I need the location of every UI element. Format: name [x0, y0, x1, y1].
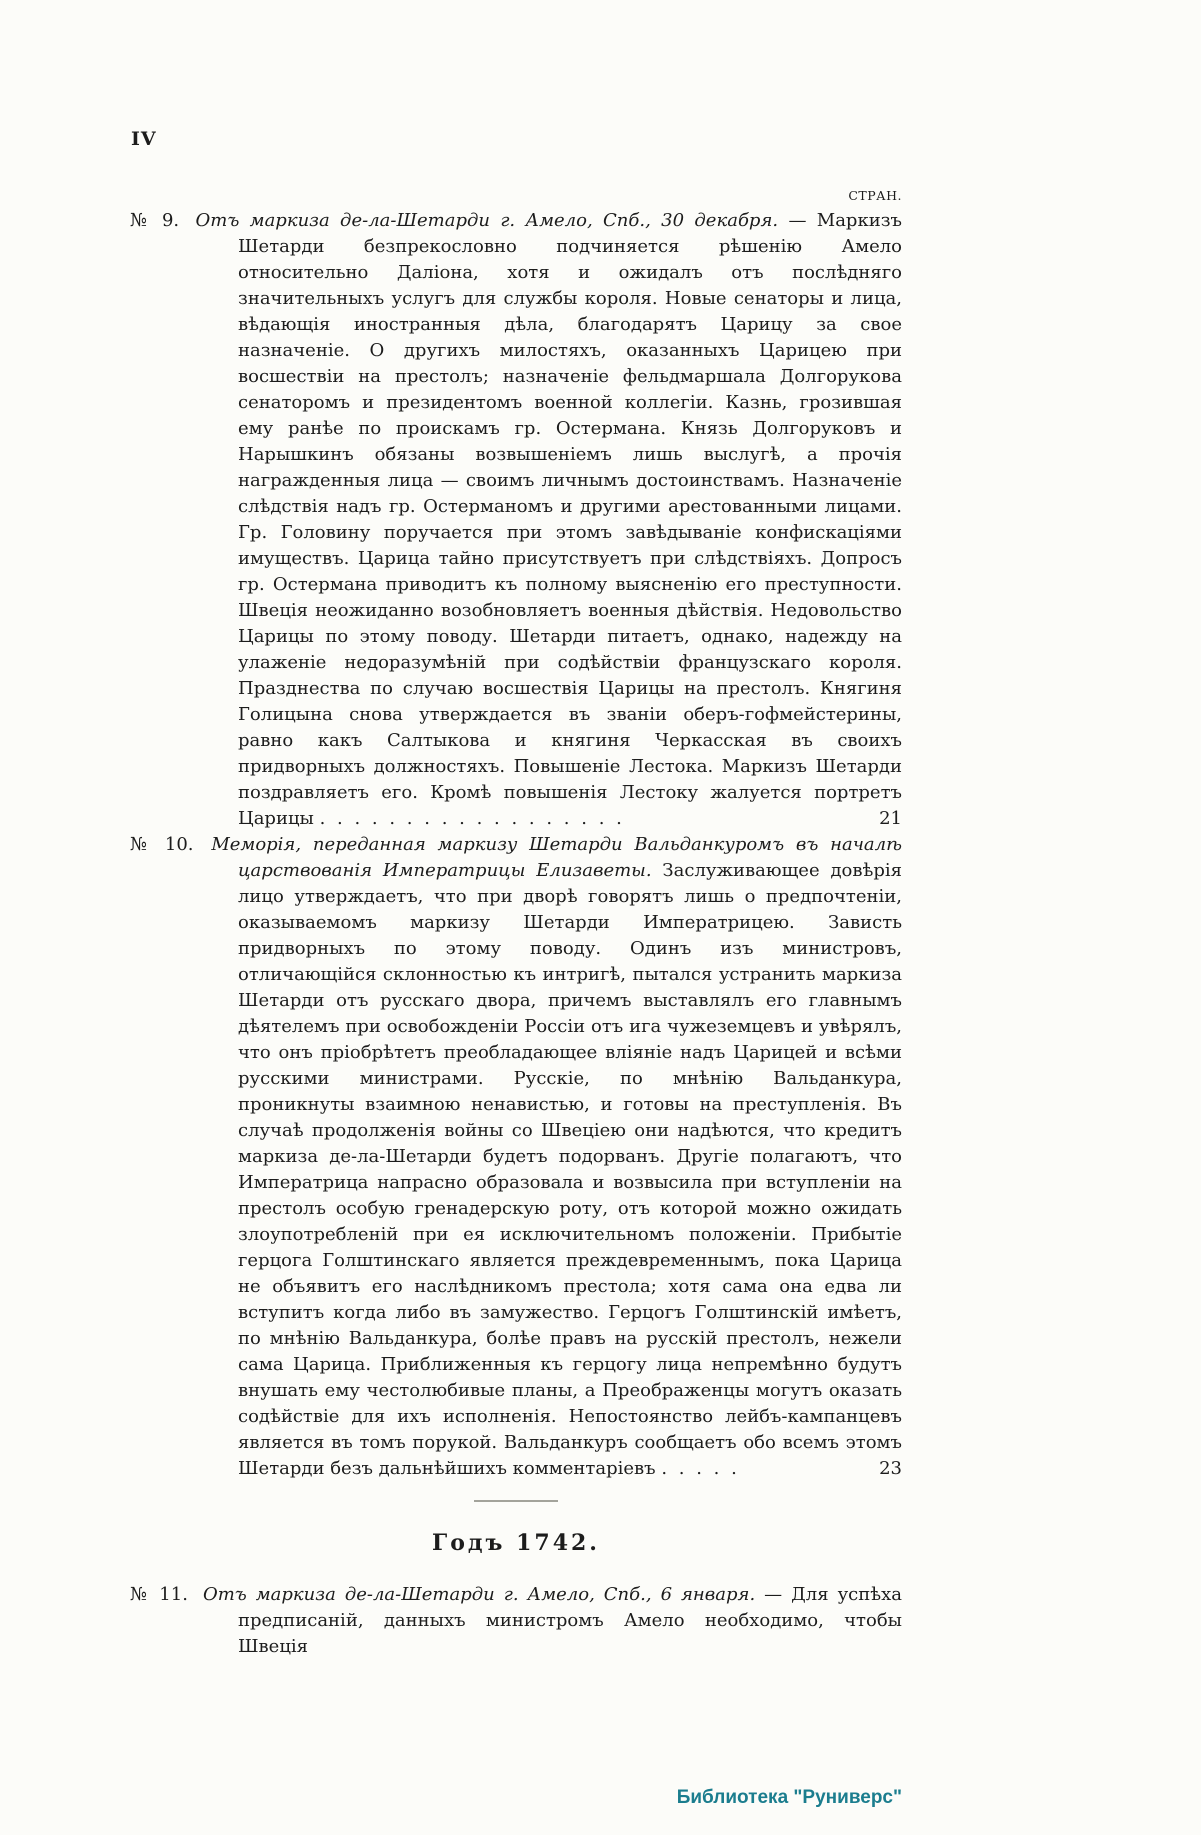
page-number-ref: 21: [879, 808, 902, 829]
entry-summary: Заслуживающее довѣрія лицо утверждаетъ, что при дворѣ говорятъ лишь о предпочтеніи, оказываемомъ маркизу Шетарди Императрицею. Зависть придворныхъ по этому поводу. Одинъ изъ министровъ, отличающійся склонностью къ интригѣ, пытался устранить маркиза Шетарди отъ русскаго двора, причемъ выставлялъ его главнымъ дѣятелемъ при освобожденіи Россіи отъ ига чужеземцевъ и увѣрялъ, что онъ пріобрѣтетъ преобладающее вліяніе надъ Царицей и всѣми русскими министрами. Русскіе, по мнѣнію Вальданкура, проникнуты взаимною ненавистью, и готовы на преступленія. Въ случаѣ продолженія войны со Швеціею они надѣются, что кредитъ маркиза де-ла-Шетарди будетъ подорванъ. Другіе полагаютъ, что Императрица напрасно образовала и возвысила при вступленіи на престолъ особую гренадерскую роту, отъ которой можно ожидать злоупотребленій при ея исключительномъ положеніи. Прибытіе герцога Голштинскаго является преждевременнымъ, пока Царица не объявитъ его наслѣдникомъ престола; хотя сама она едва ли вступитъ когда либо въ замужество. Герцогъ Голштинскій имѣетъ, по мнѣнію Вальданкура, болѣе правъ на русскій престолъ, нежели сама Царица. Приближенныя къ герцогу лица непремѣнно будутъ внушать ему честолюбивые планы, а Преображенцы могутъ оказать содѣйствіе для ихъ исполненія. Непостоянство лейбъ-кампанцевъ является въ томъ порукой. Вальданкуръ сообщаетъ обо всемъ этомъ Шетарди безъ дальнѣйшихъ комментаріевъ: [238, 860, 902, 1479]
dot-leader: . . . . . . . . . . . . . . . . . .: [319, 808, 625, 829]
toc-entry-11: [130, 1582, 902, 1660]
entry-summary: — Маркизъ Шетарди безпрекословно подчиняется рѣшенію Амело относительно Даліона, хотя и ожидалъ отъ послѣдняго значительныхъ услугъ для службы короля. Новые сенаторы и лица, вѣдающія иностранныя дѣла, благодарятъ Царицу за свое назначеніе. О другихъ милостяхъ, оказанныхъ Царицею при восшествіи на престолъ; назначеніе фельдмаршала Долгорукова сенаторомъ и президентомъ военной коллегіи. Казнь, грозившая ему ранѣе по проискамъ гр. Остермана. Князь Долгоруковъ и Нарышкинъ обязаны возвышеніемъ лишь выслугѣ, а прочія награжденныя лица — своимъ личнымъ достоинствамъ. Назначеніе слѣдствія надъ гр. Остерманомъ и другими арестованными лицами. Гр. Головину поручается при этомъ завѣдываніе конфискаціями имуществъ. Царица тайно присутствуетъ при слѣдствіяхъ. Допросъ гр. Остермана приводитъ къ полному выясненію его преступности. Швеція неожиданно возобновляетъ военныя дѣйствія. Недовольство Царицы по этому поводу. Шетарди питаетъ, однако, надежду на улаженіе недоразумѣній при содѣйствіи французскаго короля. Празднества по случаю восшествія Царицы на престолъ. Княгиня Голицына снова утверждается въ званіи оберъ-гофмейстерины, равно какъ Салтыкова и княгиня Черкасская въ своихъ придворныхъ должностяхъ. Повышеніе Лестока. Маркизъ Шетарди поздравляетъ его. Кромѣ повышенія Лестоку жалуется портретъ Царицы: [238, 210, 902, 829]
section-separator-rule: [474, 1500, 558, 1502]
entry-heading: Отъ маркиза де-ла-Шетарди г. Амело, Спб., 30 декабря.: [195, 210, 779, 231]
toc-entry-10: [130, 832, 902, 1482]
page-folio: IV: [131, 128, 157, 150]
pages-column-header: СТРАН.: [848, 188, 902, 203]
table-of-contents: [130, 208, 902, 1660]
entry-number: № 10.: [130, 834, 194, 855]
entry-summary: — Для успѣха предписаній, данныхъ министромъ Амело необходимо, чтобы Швеція: [238, 1584, 902, 1657]
entry-number: № 11.: [130, 1584, 188, 1605]
year-heading: Годъ 1742.: [432, 1530, 600, 1556]
entry-number: № 9.: [130, 210, 180, 231]
entry-heading: Меморія, переданная маркизу Шетарди Вальданкуромъ въ началѣ царствованія Императрицы Елизаветы.: [211, 834, 903, 881]
dot-leader: . . . . .: [661, 1458, 740, 1479]
page-number-ref: 23: [879, 1458, 902, 1479]
toc-entry-9: [130, 208, 902, 832]
entry-heading: Отъ маркиза де-ла-Шетарди г. Амело, Спб., 6 января.: [202, 1584, 756, 1605]
library-watermark: Библиотека "Руниверс": [676, 1787, 902, 1808]
